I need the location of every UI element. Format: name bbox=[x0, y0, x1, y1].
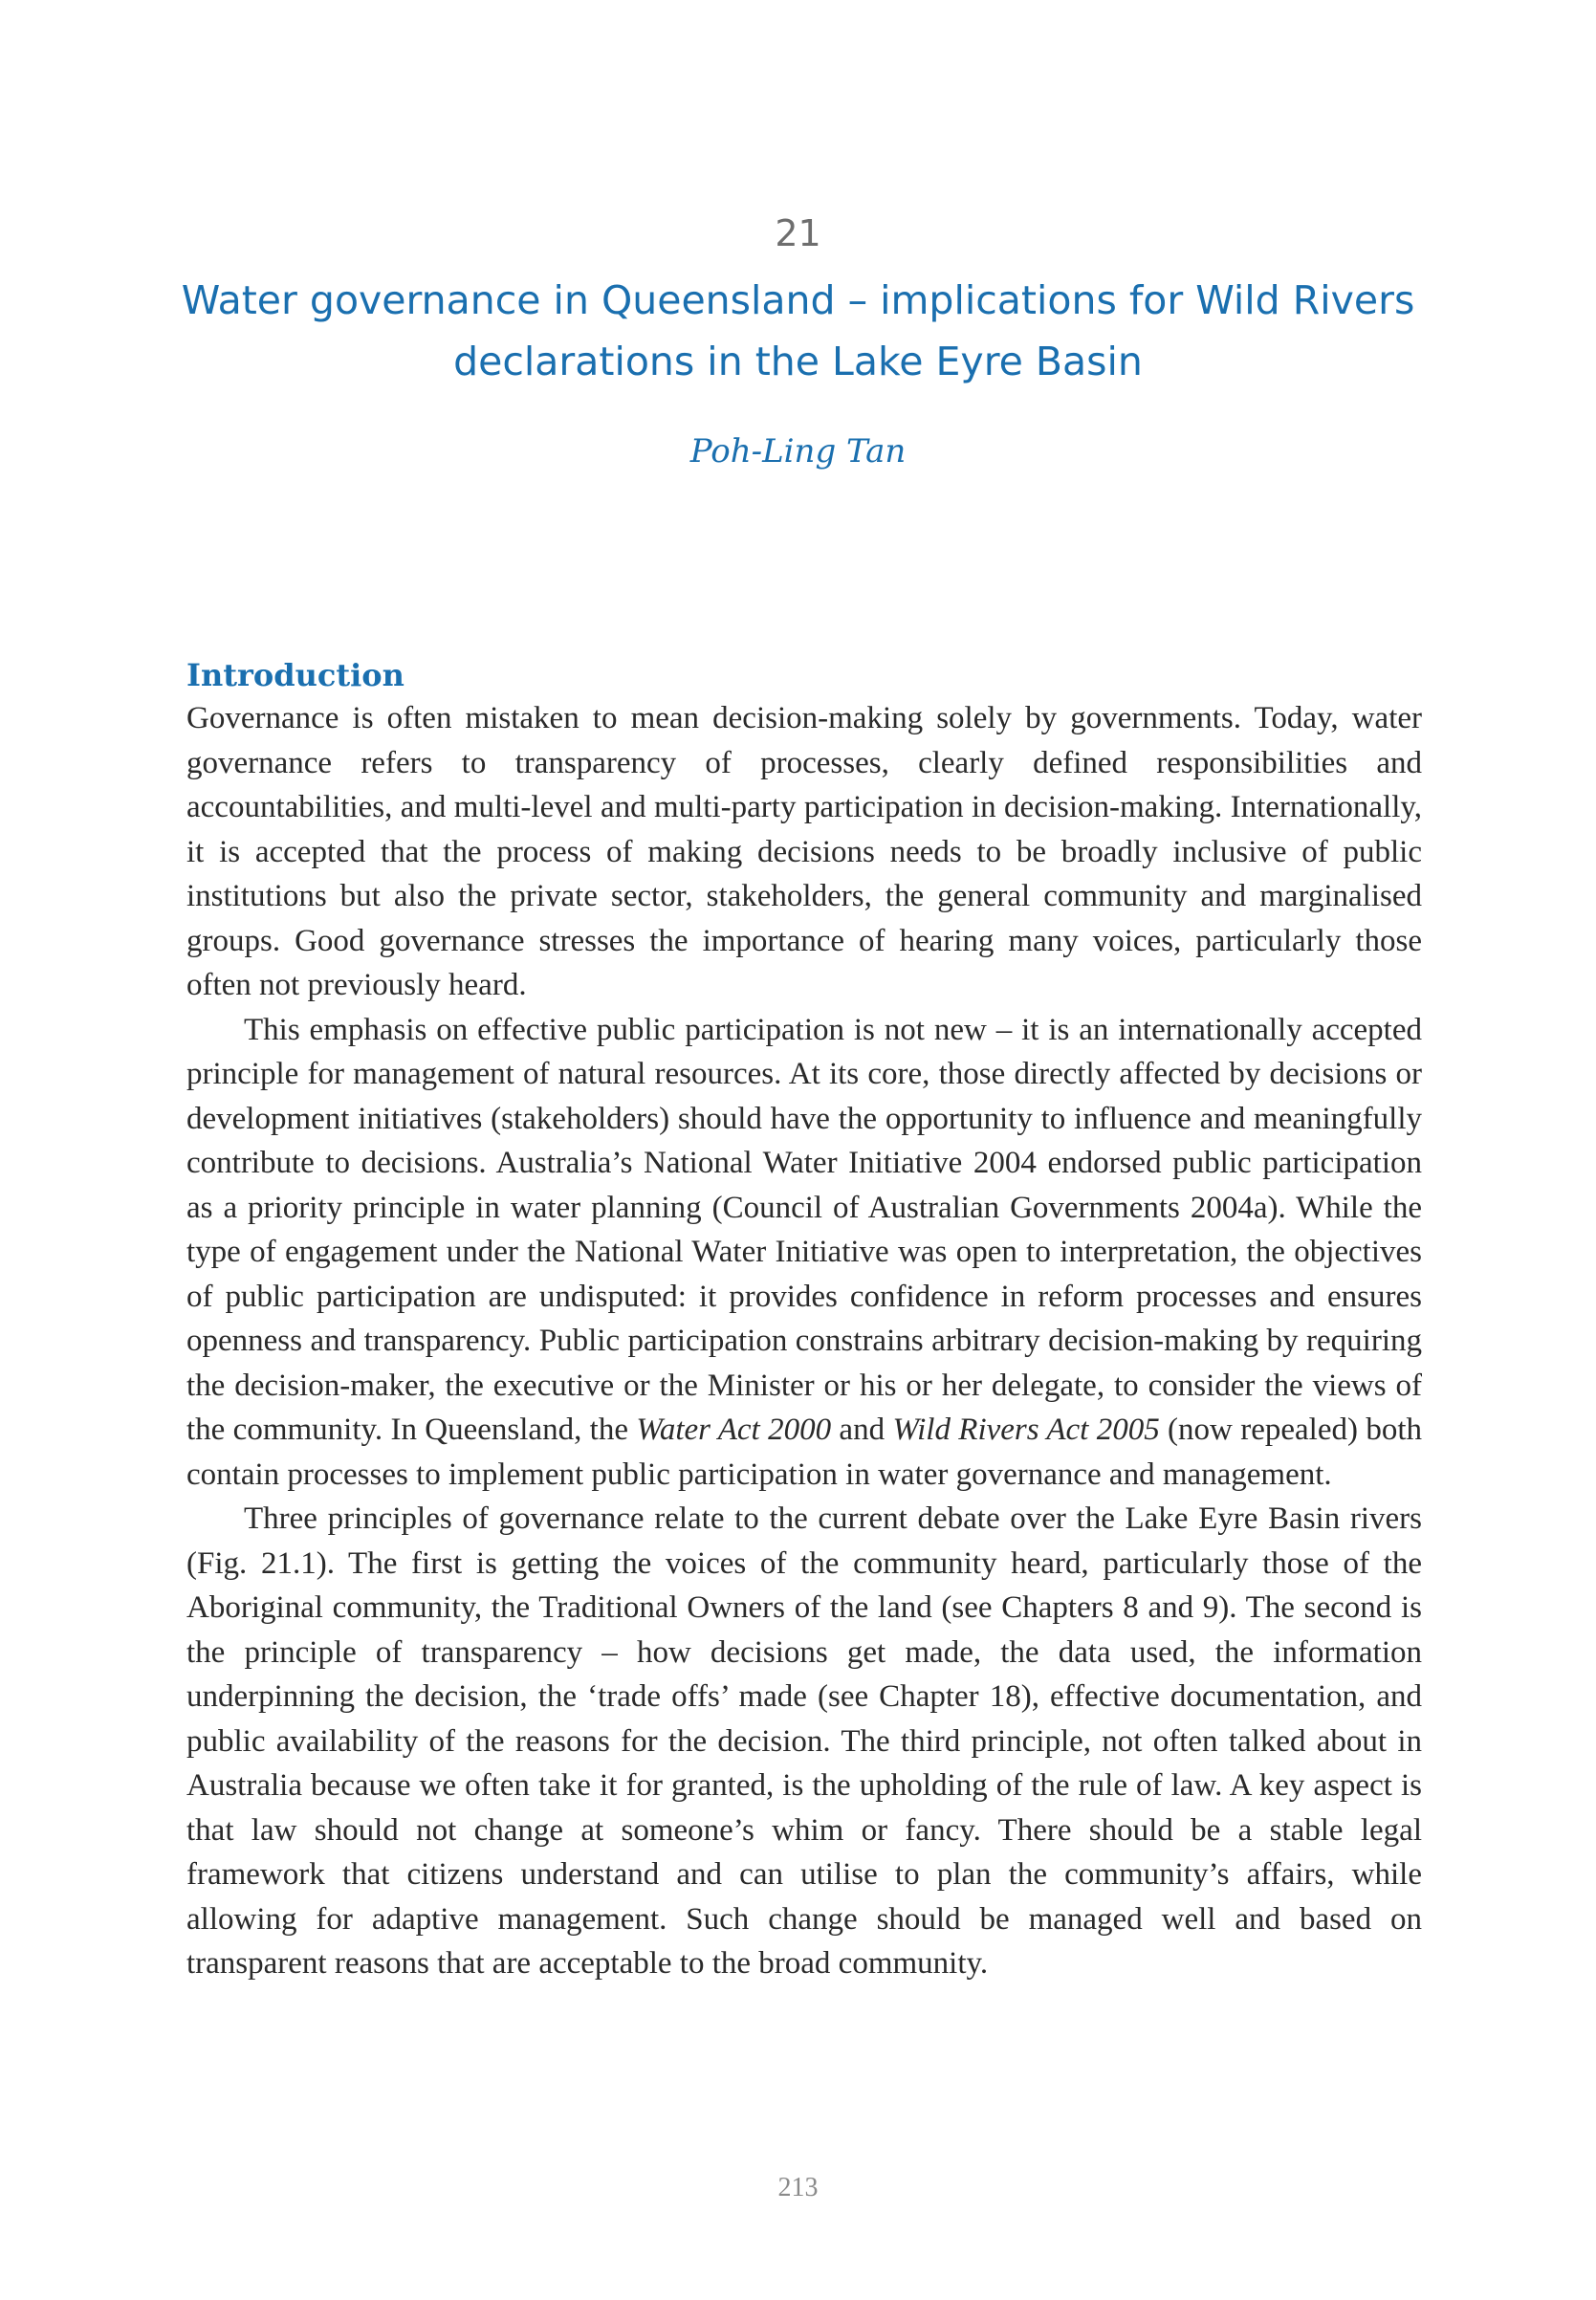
wild-rivers-act-title: Wild Rivers Act 2005 bbox=[892, 1413, 1160, 1447]
water-act-title: Water Act 2000 bbox=[636, 1413, 832, 1447]
paragraph-2 bbox=[186, 1008, 1422, 1498]
chapter-title bbox=[0, 270, 1596, 392]
paragraph-2-text-c: (now repealed) both contain processes to implement public participation in water governance and management. bbox=[186, 1413, 1422, 1492]
page-number: 213 bbox=[777, 2173, 819, 2202]
paragraph-2-text-a: This emphasis on effective public participation is not new – it is an internationally accepted principle for management of natural resources. At its core, those directly affected by decisions or development initiatives (stakeholders) should have the opportunity to influence and meaningfully contribute to decisions. Australia’s National Water Initiative 2004 endorsed public participation as a priority principle in water planning (Council of Australian Governments 2004a). While the type of engagement under the National Water Initiative was open to interpretation, the objectives of public participation are undisputed: it provides confidence in reform processes and ensures openness and transparency. Public participation constrains arbitrary decision-making by requiring the decision-maker, the executive or the Minister or his or her delegate, to consider the views of the community. In Queensland, the bbox=[186, 1012, 1422, 1447]
chapter-title-line-1: Water governance in Queensland – implications for Wild Rivers bbox=[181, 277, 1415, 323]
chapter-title-line-2: declarations in the Lake Eyre Basin bbox=[453, 339, 1143, 384]
section-heading: Introduction bbox=[186, 657, 404, 693]
chapter-number: 21 bbox=[775, 212, 821, 254]
body-content bbox=[186, 654, 1422, 1986]
paragraph-2-text-b: and bbox=[831, 1413, 893, 1447]
paragraph-3: Three principles of governance relate to the current debate over the Lake Eyre Basin rivers (Fig. 21.1). The first is getting the voices of the community heard, particularly those of the Aboriginal community, the Traditional Owners of the land (see Chapters 8 and 9). The second is the principle of transparency – how decisions get made, the data used, the information underpinning the decision, the ‘trade offs’ made (see Chapter 18), effective documentation, and public availability of the reasons for the decision. The third principle, not often talked about in Australia because we often take it for granted, is the upholding of the rule of law. A key aspect is that law should not change at someone’s whim or fancy. There should be a stable legal framework that citizens understand and can utilise to plan the community’s affairs, while allowing for adaptive management. Such change should be managed well and based on transparent reasons that are acceptable to the broad community. bbox=[186, 1501, 1422, 1981]
author-name: Poh-Ling Tan bbox=[689, 432, 907, 471]
paragraph-1: Governance is often mistaken to mean decision-making solely by governments. Today, water governance refers to transparency of processes, clearly defined responsibilities and accountabilities, and multi-level and multi-party participation in decision-making. Internationally, it is accepted that the process of making decisions needs to be broadly inclusive of public institutions but also the private sector, stakeholders, the general community and marginalised groups. Good governance stresses the importance of hearing many voices, particularly those often not previously heard. bbox=[186, 701, 1422, 1002]
